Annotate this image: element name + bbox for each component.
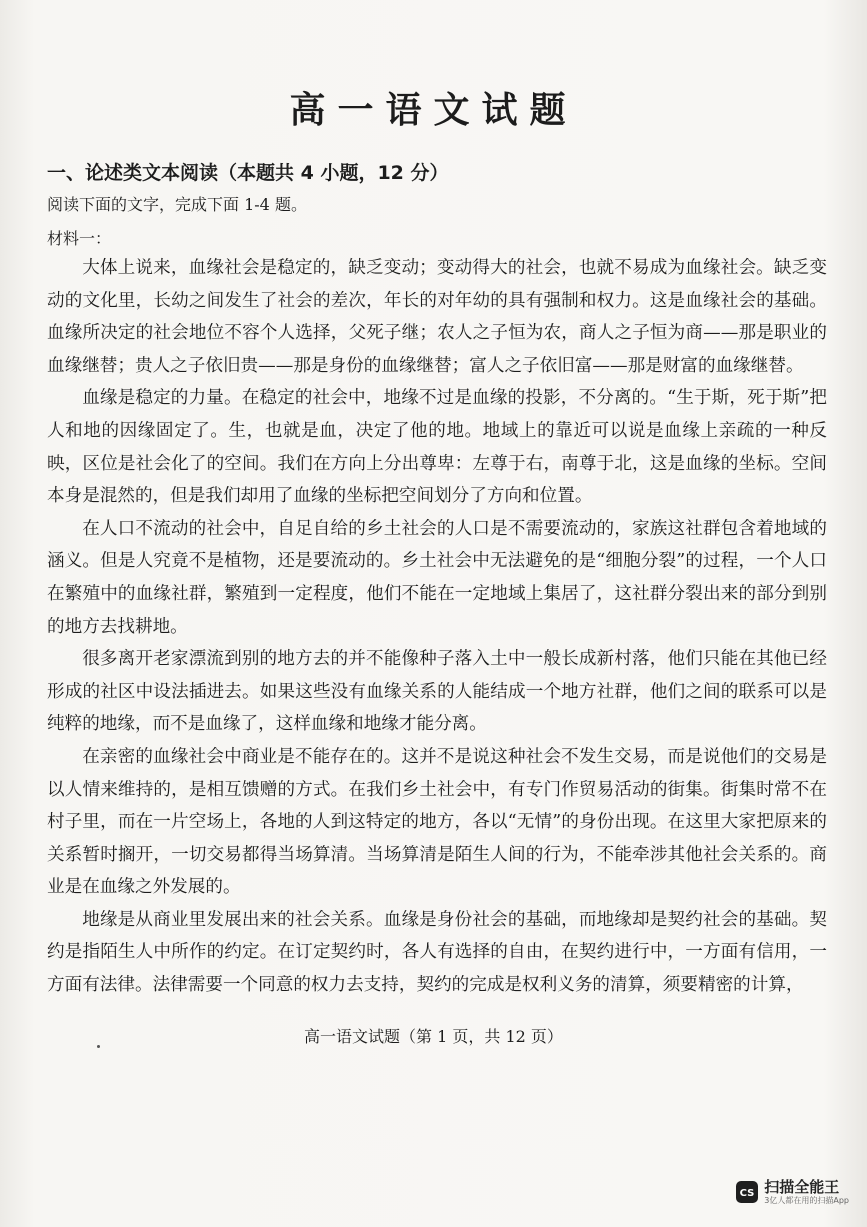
svg-text:CS: CS [739,1188,755,1199]
page-title: 高一语文试题 [289,90,578,131]
camscanner-watermark [736,1178,849,1206]
paragraph-3: 在人口不流动的社会中，自足自给的乡土社会的人口是不需要流动的，家族这社群包含着地域的涵义。但是人究竟不是植物，还是要流动的。乡土社会中无法避免的是“细胞分裂”的过程，一个人口在繁殖中的血缘社群，繁殖到一定程度，他们不能在一定地域上集居了，这社群分裂出来的部分到别的地方去找耕地。 [47,518,827,637]
article-body [47,252,827,1002]
section-heading: 一、论述类文本阅读（本题共 4 小题，12 分） [47,162,449,184]
camscanner-logo-icon [736,1181,758,1203]
paragraph-5: 在亲密的血缘社会中商业是不能存在的。这并不是说这种社会不发生交易，而是说他们的交易是以人情来维持的，是相互馈赠的方式。在我们乡土社会中，有专门作贸易活动的街集。街集时常不在村子里，而在一片空场上，各地的人到这特定的地方，各以“无情”的身份出现。在这里大家把原来的关系暂时搁开，一切交易都得当场算清。当场算清是陌生人间的行为，不能牵涉其他社会关系的。商业是在血缘之外发展的。 [47,746,827,898]
watermark-name: 扫描全能王 [764,1178,840,1196]
instruction-text: 阅读下面的文字，完成下面 1-4 题。 [47,195,307,214]
watermark-tagline: 3亿人都在用的扫描App [764,1196,849,1205]
paragraph-6: 地缘是从商业里发展出来的社会关系。血缘是身份社会的基础，而地缘却是契约社会的基础。契约是指陌生人中所作的约定。在订定契约时，各人有选择的自由，在契约进行中，一方面有信用，一方面有法律。法律需要一个同意的权力去支持，契约的完成是权利义务的清算，须要精密的计算， [47,909,827,996]
page-footer: 高一语文试题（第 1 页，共 12 页） [304,1027,563,1046]
material-label: 材料一： [47,229,112,248]
paragraph-2: 血缘是稳定的力量。在稳定的社会中，地缘不过是血缘的投影，不分离的。“生于斯，死于斯”把人和地的因缘固定了。生，也就是血，决定了他的地。地域上的靠近可以说是血缘上亲疏的一种反映，区位是社会化了的空间。我们在方向上分出尊卑：左尊于右，南尊于北，这是血缘的坐标。空间本身是混然的，但是我们却用了血缘的坐标把空间划分了方向和位置。 [47,388,827,507]
paragraph-1: 大体上说来，血缘社会是稳定的，缺乏变动；变动得大的社会，也就不易成为血缘社会。缺乏变动的文化里，长幼之间发生了社会的差次，年长的对年幼的具有强制和权力。这是血缘社会的基础。血缘所决定的社会地位不容个人选择，父死子继；农人之子恒为农，商人之子恒为商——那是职业的血缘继替；贵人之子依旧贵——那是身份的血缘继替；富人之子依旧富——那是财富的血缘继替。 [47,258,827,376]
paragraph-4: 很多离开老家漂流到别的地方去的并不能像种子落入土中一般长成新村落，他们只能在其他已经形成的社区中设法插进去。如果这些没有血缘关系的人能结成一个地方社群，他们之间的联系可以是纯粹的地缘，而不是血缘了，这样血缘和地缘才能分离。 [47,649,827,735]
